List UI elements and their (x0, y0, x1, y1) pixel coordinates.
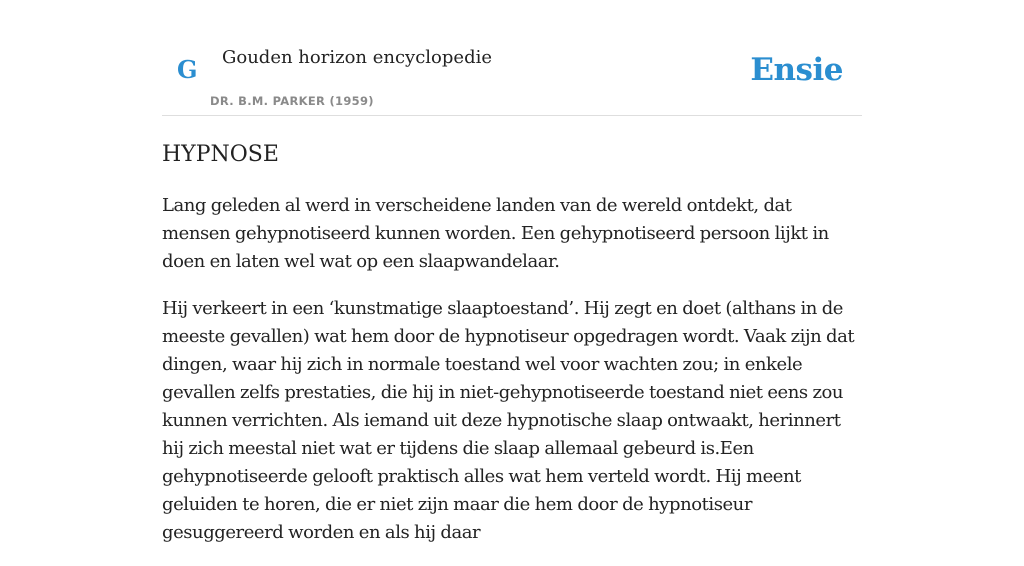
book-author: DR. B.M. PARKER (1959) (210, 94, 374, 108)
content (162, 0, 862, 543)
entry-body (162, 192, 862, 566)
paragraph: Lang geleden al werd in verscheidene landen van de wereld ontdekt, dat mensen gehypnotiseerd kunnen worden. Een gehypnotiseerd persoon lijkt in doen en laten wel wat op een slaapwandelaar. (162, 195, 829, 272)
entry-title: HYPNOSE (162, 142, 279, 167)
book-title-link[interactable]: Gouden horizon encyclopedie (222, 47, 492, 68)
ensie-logo[interactable]: Ensie (750, 52, 843, 88)
paragraph: Hij verkeert in een ‘kunstmatige slaaptoestand’. Hij zegt en doet (althans in de meeste gevallen) wat hem door de hypnotiseur opgedragen wordt. Vaak zijn dat dingen, waar hij zich in normale toestand wel voor wachten zou; in enkele gevallen zelfs prestaties, die hij in niet-gehypnotiseerde toestand niet eens zou kunnen verrichten. Als iemand uit deze hypnotische slaap ontwaakt, herinnert hij zich meestal niet wat er tijdens die slaap allemaal gebeurd is.Een gehypnotiseerde gelooft praktisch alles wat hem verteld wordt. Hij meent geluiden te horen, die er niet zijn maar die hem door de hypnotiseur gesuggereerd worden en als hij daar (162, 298, 855, 543)
book-logo[interactable]: G (177, 55, 198, 84)
book-header (162, 0, 862, 116)
